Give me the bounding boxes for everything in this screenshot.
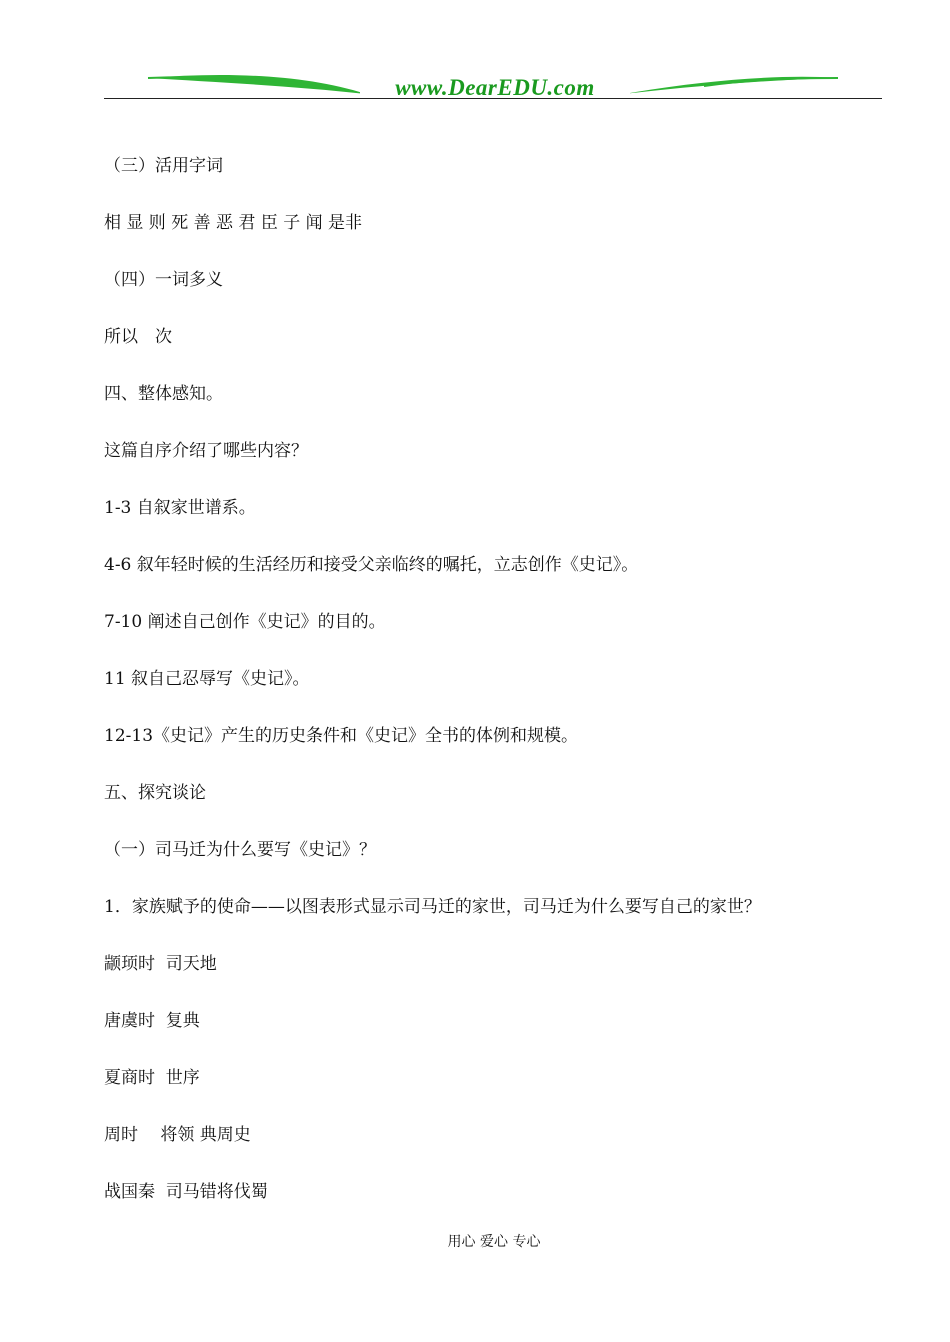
section-heading: 五、探究谈论	[104, 783, 206, 803]
page-footer: 用心 爱心 专心	[447, 1234, 541, 1250]
text-line: 4-6 叙年轻时候的生活经历和接受父亲临终的嘱托，立志创作《史记》。	[104, 555, 639, 575]
text-line: 颛顼时 司天地	[104, 954, 217, 974]
text-line: 唐虞时 复典	[104, 1011, 200, 1031]
section-heading: 四、整体感知。	[104, 384, 223, 404]
section-heading: （三）活用字词	[104, 156, 223, 176]
text-line: 12-13《史记》产生的历史条件和《史记》全书的体例和规模。	[104, 726, 579, 746]
page-header	[104, 66, 882, 106]
text-line: 战国秦 司马错将伐蜀	[104, 1182, 268, 1202]
text-line: 夏商时 世序	[104, 1068, 200, 1088]
section-heading: （一）司马迁为什么要写《史记》？	[104, 840, 376, 860]
text-line: 11 叙自己忍辱写《史记》。	[104, 669, 310, 689]
section-heading: （四）一词多义	[104, 270, 223, 290]
text-line: 所以 次	[104, 327, 172, 347]
text-line: 1．家族赋予的使命——以图表形式显示司马迁的家世，司马迁为什么要写自己的家世？	[104, 897, 761, 917]
text-line: 这篇自序介绍了哪些内容？	[104, 441, 308, 461]
document-body	[104, 138, 864, 1221]
site-logo-text: www.DearEDU.com	[360, 74, 630, 102]
text-line: 相 显 则 死 善 恶 君 臣 子 闻 是非	[104, 213, 363, 233]
text-line: 7-10 阐述自己创作《史记》的目的。	[104, 612, 386, 632]
text-line: 1-3 自叙家世谱系。	[104, 498, 256, 518]
header-rule	[104, 98, 882, 99]
text-line: 周时 将领 典周史	[104, 1125, 251, 1145]
